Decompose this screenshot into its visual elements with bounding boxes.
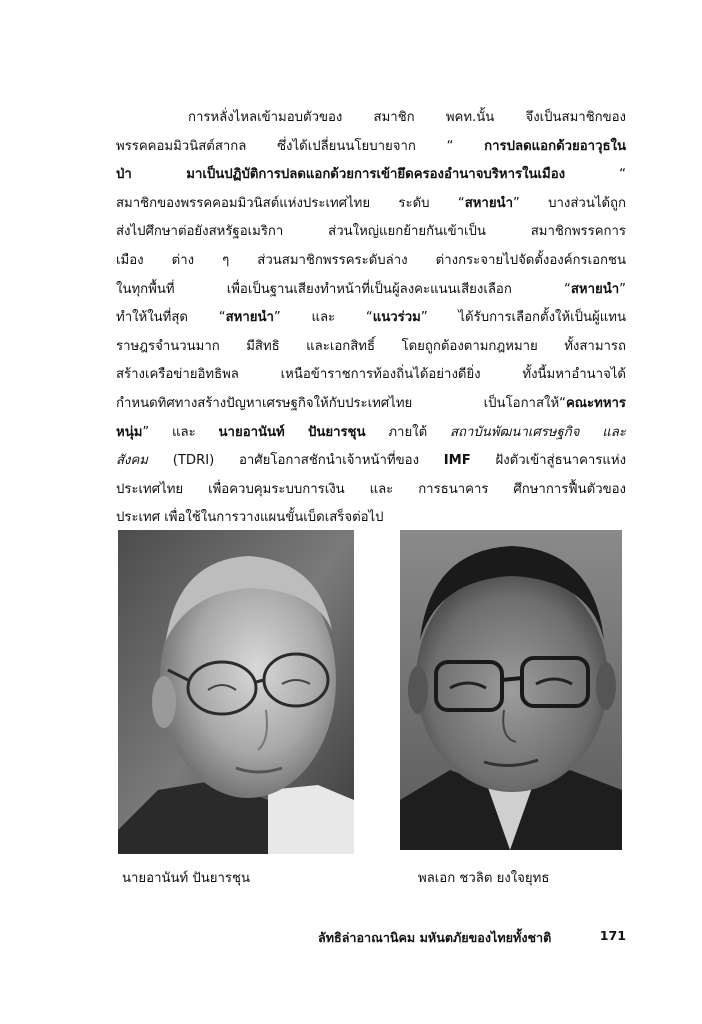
text-segment: “ xyxy=(565,167,626,183)
text-segment: สังคม xyxy=(116,453,149,469)
text-segment: ราษฎรจำนวนมาก มีสิทธิ และเอกสิทธิ์ โดยถูกต้องตามกฎหมาย ทั้งสามารถ xyxy=(116,338,626,354)
text-segment: ป่า มาเป็นปฏิบัติการปลดแอกด้วยการเข้ายึดครองอำนาจบริหารในเมือง xyxy=(116,167,566,183)
text-line xyxy=(116,504,626,533)
text-segment: ภายใต้ xyxy=(365,424,450,440)
text-segment: เมือง ต่าง ๆ ส่วนสมาชิกพรรคระดับล่าง ต่างกระจายไปจัดตั้งองค์กรเอกชน xyxy=(116,252,626,268)
text-segment: ” xyxy=(619,281,626,297)
text-segment: (TDRI) อาศัยโอกาสชักนำเจ้าหน้าที่ของ xyxy=(148,453,444,469)
text-line xyxy=(116,161,626,190)
page-number: 171 xyxy=(599,928,626,943)
text-line xyxy=(116,190,626,219)
text-segment: หนุ่ม xyxy=(116,424,143,440)
text-segment: ” ได้รับการเลือกตั้งให้เป็นผู้แทน xyxy=(420,310,626,326)
text-segment: การหลั่งไหลเข้ามอบตัวของ สมาชิก พคท.นั้น จึงเป็นสมาชิกของ xyxy=(188,110,626,125)
text-line xyxy=(116,104,626,133)
photo-caption-left: นายอานันท์ ปันยารชุน xyxy=(122,871,250,886)
text-segment: การปลดแอกด้วยอาวุธใน xyxy=(484,138,626,154)
text-segment: สหายนำ xyxy=(225,310,274,326)
text-line xyxy=(116,447,626,476)
footer-title: ลัทธิล่าอาณานิคม มหันตภัยของไทยทั้งชาติ xyxy=(318,930,552,945)
text-segment: ประเทศ เพื่อใช้ในการวางแผนขั้นเบ็ดเสร็จต่อไป xyxy=(116,510,384,526)
text-segment: สหายนำ xyxy=(464,195,513,211)
portrait-photo-anand xyxy=(118,530,354,854)
text-line xyxy=(116,476,626,505)
text-segment: ฝังตัวเข้าสู่ธนาคารแห่ง xyxy=(470,453,626,469)
text-line xyxy=(116,390,626,419)
text-line xyxy=(116,276,626,305)
portrait-photo-chavalit xyxy=(400,530,622,850)
text-segment: สถาบันพัฒนาเศรษฐกิจ และ xyxy=(450,424,626,440)
text-segment: แนวร่วม xyxy=(372,310,421,326)
text-segment: กำหนดทิศทางสร้างปัญหาเศรษฐกิจให้กับประเทศไทย เป็นโอกาสให้“ xyxy=(116,395,566,411)
text-segment: ประเทศไทย เพื่อควบคุมระบบการเงิน และ การธนาคาร ศึกษาการฟื้นตัวของ xyxy=(116,481,626,497)
text-line xyxy=(116,419,626,448)
text-line xyxy=(116,247,626,276)
text-segment: สร้างเครือข่ายอิทธิพล เหนือข้าราชการท้องถิ่นได้อย่างดียิ่ง ทั้งนี้มหาอำนาจได้ xyxy=(116,367,626,383)
text-line xyxy=(116,218,626,247)
body-text xyxy=(116,104,626,533)
text-line xyxy=(116,361,626,390)
text-segment: สหายนำ xyxy=(570,281,620,297)
text-line xyxy=(116,333,626,362)
text-segment: ” บางส่วนได้ถูก xyxy=(512,195,626,211)
text-segment: นายอานันท์ ปันยารชุน xyxy=(218,424,366,440)
text-segment: ” และ xyxy=(142,424,219,440)
text-segment: คณะทหาร xyxy=(565,395,626,411)
text-segment: IMF xyxy=(443,453,471,469)
photo-caption-right: พลเอก ชวลิต ยงใจยุทธ xyxy=(418,871,550,886)
text-line xyxy=(116,304,626,333)
text-segment: พรรคคอมมิวนิสต์สากล ซึ่งได้เปลี่ยนนโยบายจาก “ xyxy=(116,138,485,154)
text-segment: ส่งไปศึกษาต่อยังสหรัฐอเมริกา ส่วนใหญ่แยกย้ายกันเข้าเป็น สมาชิกพรรคการ xyxy=(116,224,626,240)
page-footer xyxy=(318,928,626,948)
text-segment: ในทุกพื้นที่ เพื่อเป็นฐานเสียงทำหน้าที่เป็นผู้ลงคะแนนเสียงเลือก “ xyxy=(116,281,571,297)
text-segment: ทำให้ในที่สุด “ xyxy=(116,310,226,326)
text-segment: ” และ “ xyxy=(273,310,373,326)
text-segment: สมาชิกของพรรคคอมมิวนิสต์แห่งประเทศไทย ระดับ “ xyxy=(116,195,465,211)
text-line xyxy=(116,133,626,162)
